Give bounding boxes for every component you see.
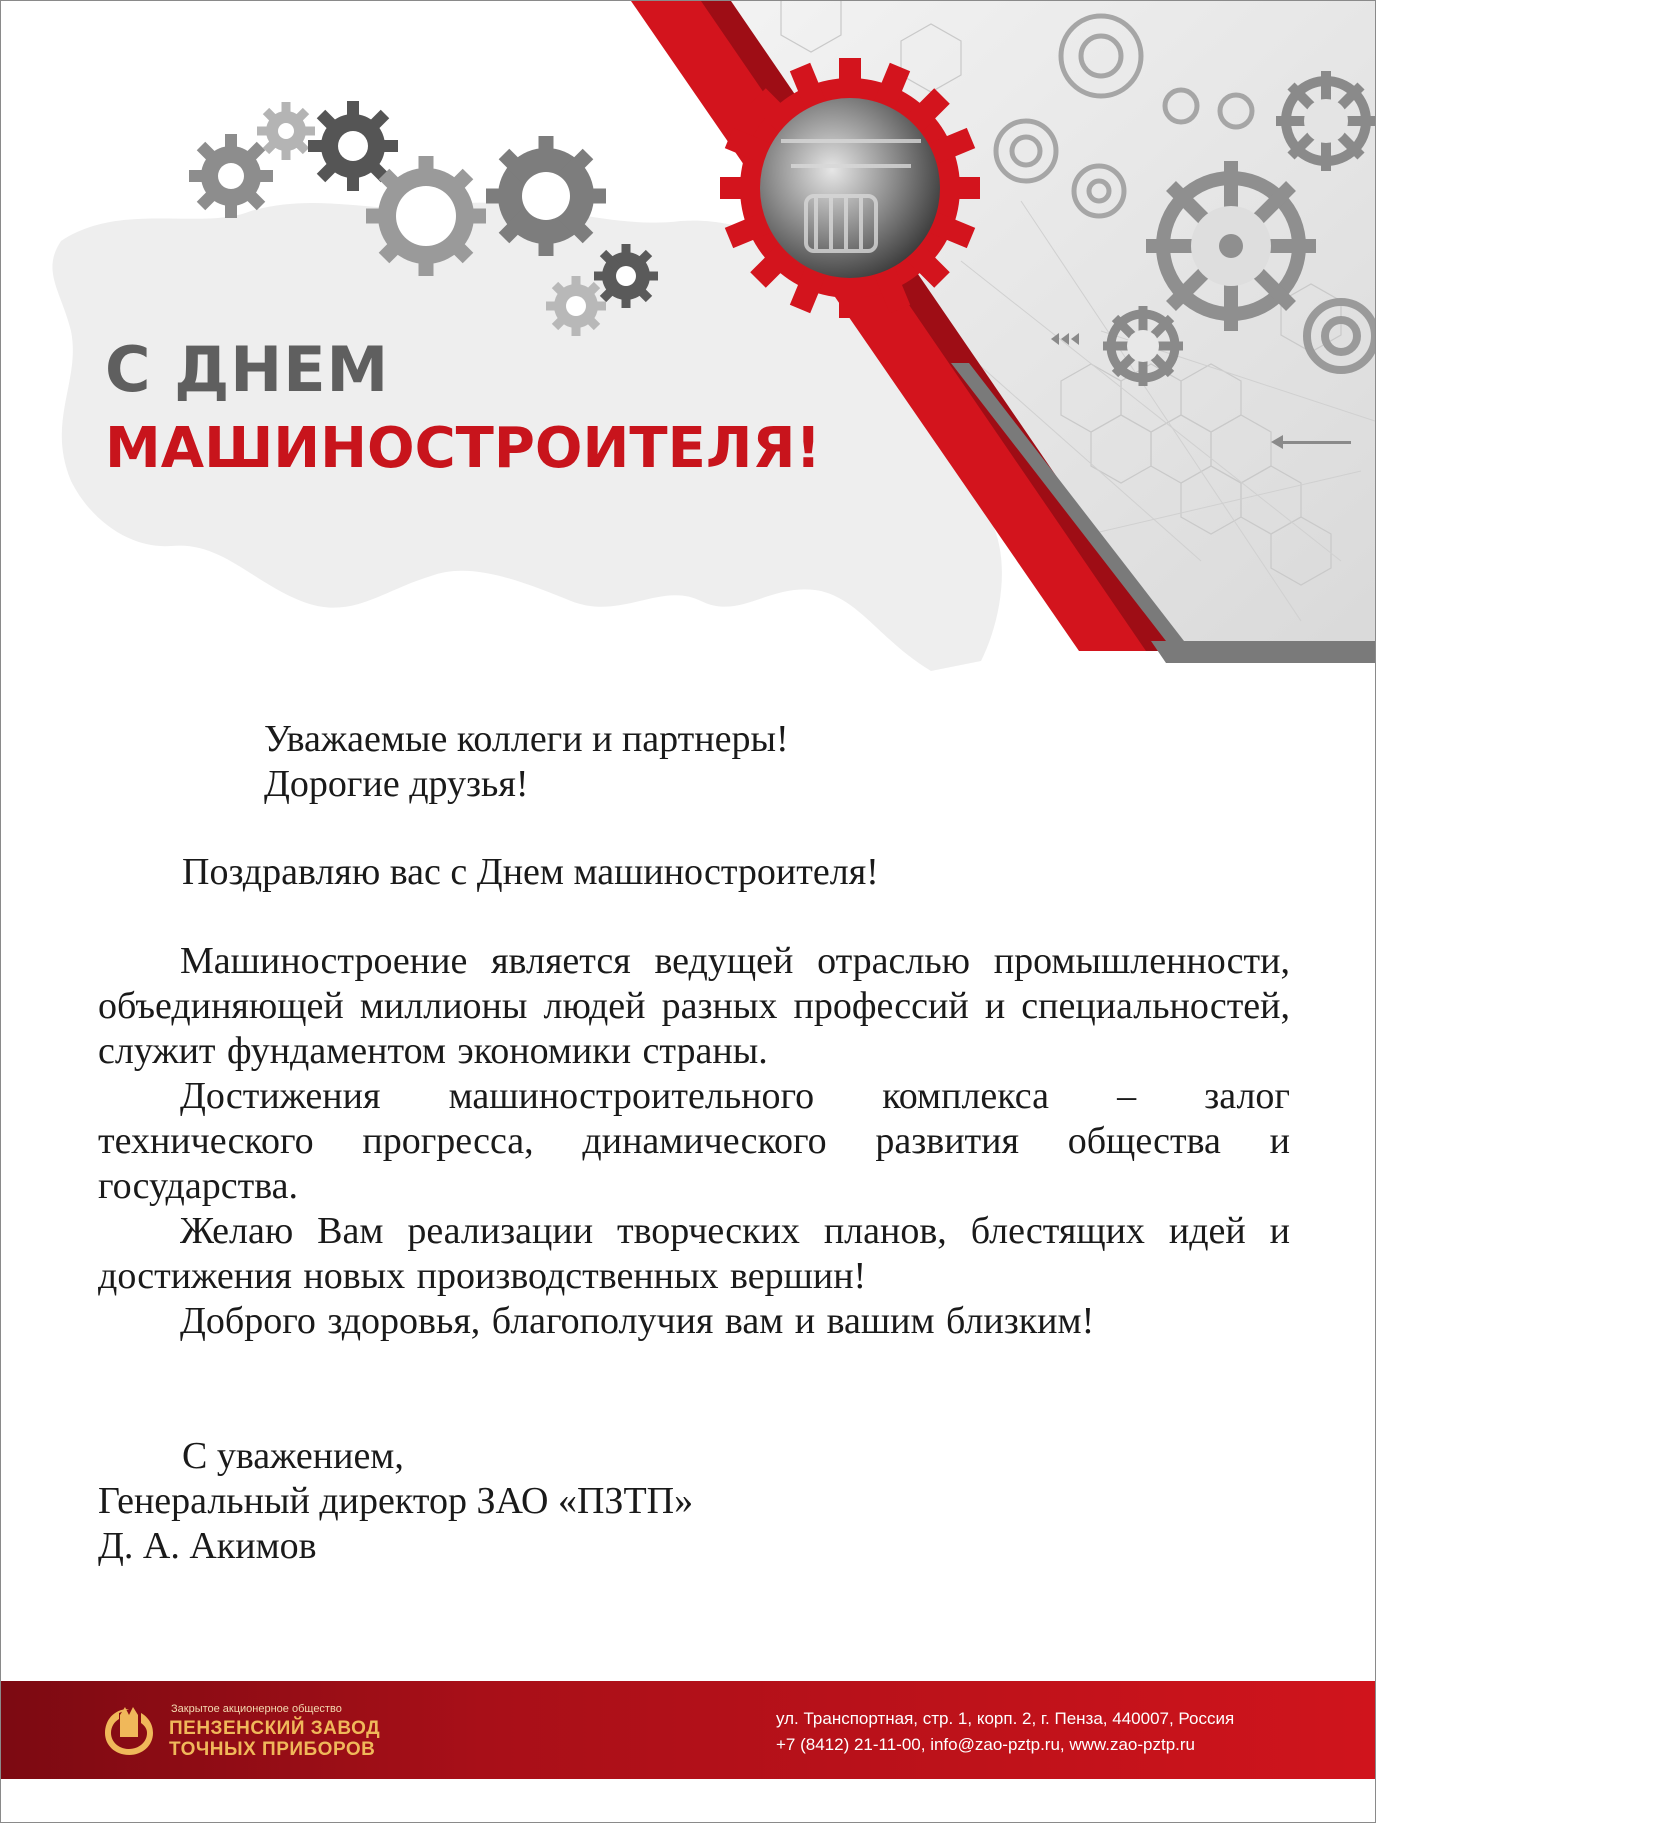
company-address: ул. Транспортная, стр. 1, корп. 2, г. Пенза, 440007, Россия xyxy=(776,1709,1235,1728)
company-logo-icon xyxy=(101,1703,157,1757)
title-line-2: МАШИНОСТРОИТЕЛЯ! xyxy=(105,416,822,481)
company-contacts: +7 (8412) 21-11-00, info@zao-pztp.ru, www.zao-pztp.ru xyxy=(776,1735,1196,1754)
paragraph: Желаю Вам реализации творческих планов, блестящих идей и достижения новых производственных вершин! xyxy=(98,1210,1290,1297)
paragraph: Доброго здоровья, благополучия вам и вашим близким! xyxy=(180,1300,1095,1342)
congratulation-line: Поздравляю вас с Днем машиностроителя! xyxy=(182,851,879,893)
signer-position: Генеральный директор ЗАО «ПЗТП» xyxy=(98,1480,694,1522)
salutation xyxy=(98,717,1290,807)
closing-line: С уважением, xyxy=(182,1435,404,1477)
gear-icon xyxy=(546,276,606,336)
company-name-line-1: ПЕНЗЕНСКИЙ ЗАВОД xyxy=(169,1718,381,1739)
gear-icon xyxy=(594,244,658,308)
gray-stripe-2 xyxy=(1151,641,1375,663)
salutation-line-1: Уважаемые коллеги и партнеры! xyxy=(264,718,789,760)
paragraph: Достижения машиностроительного комплекса – залог технического прогресса, динамического развития общества и государства. xyxy=(98,1075,1290,1207)
letter-body xyxy=(98,717,1290,1344)
gear-icon xyxy=(257,102,315,160)
gear-icon xyxy=(486,136,606,256)
gear-icon xyxy=(366,156,486,276)
letter-paragraphs xyxy=(98,939,1290,1344)
company-type: Закрытое акционерное общество xyxy=(171,1703,342,1715)
signature-block xyxy=(98,1434,693,1569)
gear-icon xyxy=(189,134,273,218)
paragraph: Машиностроение является ведущей отраслью промышленности, объединяющей миллионы людей разных профессий и специальностей, служит фундаментом экономики страны. xyxy=(98,940,1290,1072)
salutation-line-2: Дорогие друзья! xyxy=(264,763,529,805)
company-name-line-2: ТОЧНЫХ ПРИБОРОВ xyxy=(169,1739,376,1760)
footer-bar xyxy=(1,1681,1375,1779)
title-line-1: С ДНЕМ xyxy=(105,333,390,406)
signer-name: Д. А. Акимов xyxy=(98,1525,317,1567)
